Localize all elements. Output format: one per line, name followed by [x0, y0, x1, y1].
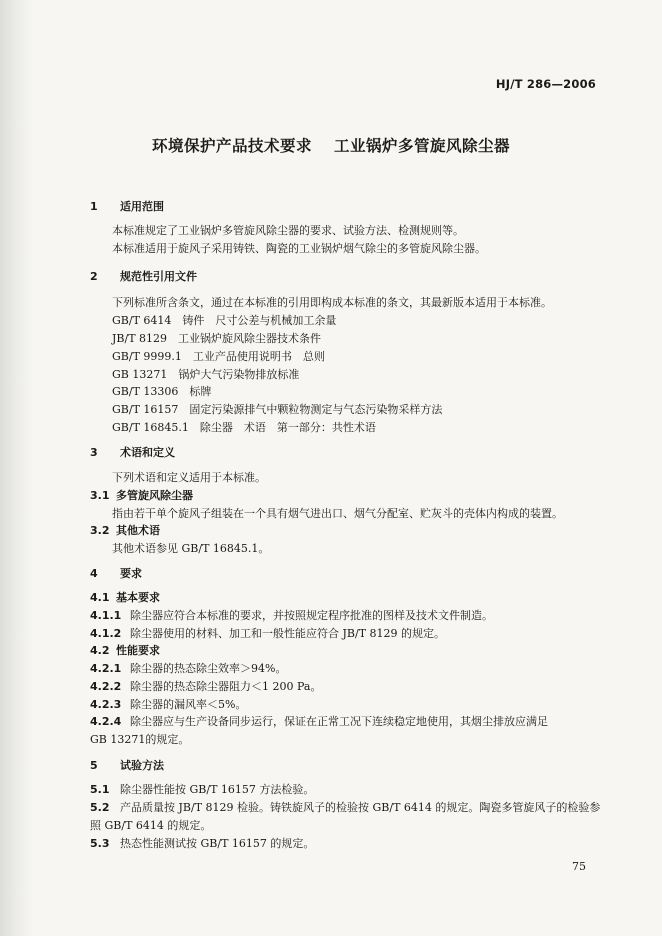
section-1-paragraph-1: 本标准规定了工业锅炉多管旋风除尘器的要求、试验方法、检测规则等。 — [112, 224, 464, 237]
subsection-number: 3.1 — [90, 489, 110, 502]
standard-code: HJ/T 286—2006 — [495, 77, 596, 91]
section-5-heading — [90, 757, 164, 773]
reference-item: GB/T 13306 标牌 — [112, 385, 212, 398]
clause-text: 除尘器性能按 GB/T 16157 方法检验。 — [120, 783, 315, 796]
clause-text: 除尘器的漏风率＜5%。 — [130, 698, 247, 711]
clause-4-2-1 — [90, 660, 286, 676]
title-part-1: 环境保护产品技术要求 — [151, 137, 312, 155]
clause-4-2-2 — [90, 678, 321, 694]
reference-item: JB/T 8129 工业锅炉旋风除尘器技术条件 — [112, 332, 322, 345]
clause-number: 4.1.2 — [90, 627, 122, 640]
clause-5-3 — [90, 835, 314, 851]
clause-text: 除尘器的热态除尘器阻力＜1 200 Pa。 — [130, 680, 322, 693]
document-title — [0, 134, 662, 156]
clause-number: 5.2 — [90, 801, 110, 814]
section-2-intro: 下列标准所含条文，通过在本标准的引用即构成本标准的条文，其最新版本适用于本标准。 — [112, 296, 552, 309]
clause-number: 4.2.4 — [90, 715, 122, 728]
section-title: 术语和定义 — [120, 446, 175, 459]
section-title: 适用范围 — [120, 200, 164, 213]
clause-text: 除尘器使用的材料、加工和一般性能应符合 JB/T 8129 的规定。 — [130, 627, 446, 640]
section-4-heading — [90, 565, 142, 581]
subsection-number: 4.2 — [90, 644, 110, 657]
clause-text: 热态性能测试按 GB/T 16157 的规定。 — [120, 837, 315, 850]
clause-4-2-3 — [90, 696, 246, 712]
reference-item: GB/T 16845.1 除尘器 术语 第一部分：共性术语 — [112, 421, 376, 434]
section-number: 3 — [90, 446, 98, 459]
section-3-heading — [90, 444, 175, 460]
subsection-3-1-heading — [90, 487, 193, 503]
clause-5-2 — [90, 799, 600, 815]
subsection-title: 性能要求 — [116, 644, 160, 657]
section-number: 2 — [90, 270, 98, 283]
reference-item: GB/T 9999.1 工业产品使用说明书 总则 — [112, 350, 325, 363]
section-number: 5 — [90, 759, 98, 772]
subsection-number: 4.1 — [90, 591, 110, 604]
page-number: 75 — [572, 860, 586, 873]
section-title: 试验方法 — [120, 759, 164, 772]
section-title: 要求 — [120, 567, 142, 580]
clause-number: 4.1.1 — [90, 609, 122, 622]
section-number: 1 — [90, 200, 98, 213]
clause-text: 除尘器的热态除尘效率＞94%。 — [130, 662, 287, 675]
section-3-intro: 下列术语和定义适用于本标准。 — [112, 471, 266, 484]
subsection-3-1-text: 指由若干单个旋风子组装在一个具有烟气进出口、烟气分配室、贮灰斗的壳体内构成的装置。 — [112, 507, 563, 520]
section-2-heading — [90, 268, 197, 284]
clause-number: 4.2.2 — [90, 680, 122, 693]
clause-number: 4.2.3 — [90, 698, 122, 711]
section-number: 4 — [90, 567, 98, 580]
clause-number: 5.1 — [90, 783, 110, 796]
reference-item: GB/T 16157 固定污染源排气中颗粒物测定与气态污染物采样方法 — [112, 403, 443, 416]
reference-item: GB/T 6414 铸件 尺寸公差与机械加工余量 — [112, 314, 337, 327]
clause-text: 除尘器应与生产设备同步运行，保证在正常工况下连续稳定地使用，其烟尘排放应满足 — [130, 715, 548, 728]
clause-number: 4.2.1 — [90, 662, 122, 675]
clause-4-2-4-continued: GB 13271的规定。 — [90, 733, 190, 746]
clause-4-2-4 — [90, 713, 548, 729]
section-1-heading — [90, 198, 164, 214]
title-part-2: 工业锅炉多管旋风除尘器 — [334, 137, 511, 155]
subsection-4-2-heading — [90, 642, 160, 658]
clause-5-2-continued: 照 GB/T 6414 的规定。 — [90, 819, 212, 832]
clause-4-1-2 — [90, 625, 445, 641]
subsection-title: 基本要求 — [116, 591, 160, 604]
clause-number: 5.3 — [90, 837, 110, 850]
reference-item: GB 13271 锅炉大气污染物排放标准 — [112, 368, 300, 381]
subsection-3-2-text: 其他术语参见 GB/T 16845.1。 — [112, 542, 270, 555]
clause-text: 产品质量按 JB/T 8129 检验。铸铁旋风子的检验按 GB/T 6414 的规定。陶瓷多管旋风子的检验参 — [120, 801, 601, 814]
clause-5-1 — [90, 781, 314, 797]
section-1-paragraph-2: 本标准适用于旋风子采用铸铁、陶瓷的工业锅炉烟气除尘的多管旋风除尘器。 — [112, 242, 486, 255]
subsection-number: 3.2 — [90, 524, 110, 537]
clause-text: 除尘器应符合本标准的要求，并按照规定程序批准的图样及技术文件制造。 — [130, 609, 493, 622]
subsection-4-1-heading — [90, 589, 160, 605]
subsection-title: 其他术语 — [116, 524, 160, 537]
subsection-title: 多管旋风除尘器 — [116, 489, 193, 502]
subsection-3-2-heading — [90, 522, 160, 538]
section-title: 规范性引用文件 — [120, 270, 197, 283]
clause-4-1-1 — [90, 607, 493, 623]
